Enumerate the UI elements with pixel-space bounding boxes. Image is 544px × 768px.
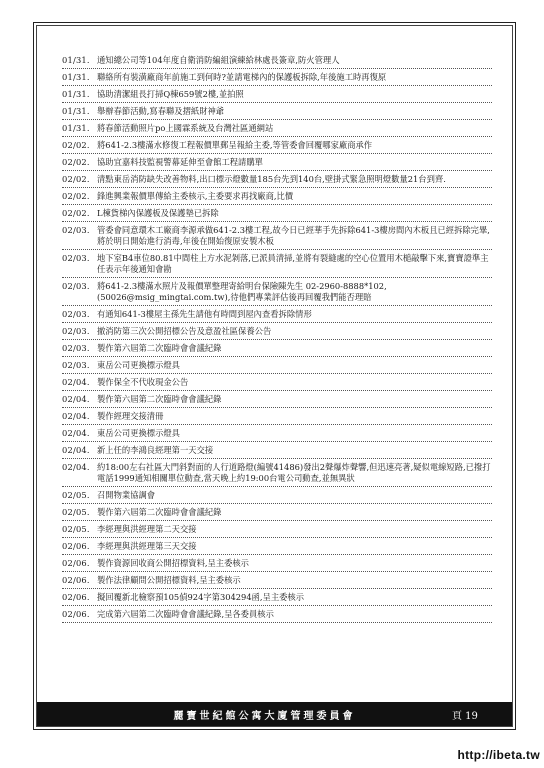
log-entry bbox=[62, 555, 492, 572]
committee-title: 麗寶世紀館公寓大廈管理委員會 bbox=[173, 710, 356, 722]
log-entry bbox=[62, 278, 492, 306]
entry-date: 02/03. bbox=[62, 309, 90, 319]
entry-date: 01/31. bbox=[62, 106, 90, 116]
log-entry bbox=[62, 357, 492, 374]
entry-text: 製作資源回收商公開招標資料,呈主委核示 bbox=[97, 558, 249, 568]
entry-text: 召開物業協調會 bbox=[97, 490, 156, 500]
entry-text: 製作法律顧問公開招標資料,呈主委核示 bbox=[97, 575, 241, 585]
entry-text: 完成第六屆第二次臨時會會議紀錄,呈各委員核示 bbox=[97, 609, 274, 619]
log-entry bbox=[62, 103, 492, 120]
log-entry bbox=[62, 222, 492, 250]
log-entry bbox=[62, 171, 492, 188]
entry-text: L棟貨梯內保護板及保護墊已拆除 bbox=[97, 208, 219, 218]
page-number: 頁 19 bbox=[452, 710, 478, 722]
entry-text: 有通知641-3樓屋主孫先生請他有時間到屋內查看拆除情形 bbox=[97, 309, 312, 319]
entry-date: 01/31. bbox=[62, 55, 90, 65]
log-entry bbox=[62, 306, 492, 323]
log-entry bbox=[62, 538, 492, 555]
entry-date: 02/06. bbox=[62, 558, 90, 568]
entry-date: 02/05. bbox=[62, 490, 90, 500]
log-entry bbox=[62, 205, 492, 222]
log-entry bbox=[62, 606, 492, 623]
log-entry bbox=[62, 52, 492, 69]
entry-date: 02/03. bbox=[62, 343, 90, 353]
entry-date: 01/31. bbox=[62, 72, 90, 82]
entry-text: 新上任的李鴻良經理第一天交接 bbox=[97, 445, 214, 455]
log-entry bbox=[62, 459, 492, 487]
entry-date: 02/03. bbox=[62, 326, 90, 336]
entry-date: 02/04. bbox=[62, 377, 90, 387]
site-watermark: http://ibeta.tw bbox=[457, 748, 540, 762]
entry-text: 製作保全不代收現金公告 bbox=[97, 377, 189, 387]
log-entry bbox=[62, 408, 492, 425]
log-entry bbox=[62, 521, 492, 538]
document-page bbox=[33, 22, 516, 730]
log-entry bbox=[62, 340, 492, 357]
entry-date: 02/04. bbox=[62, 462, 90, 472]
log-entry bbox=[62, 589, 492, 606]
entry-date: 02/06. bbox=[62, 592, 90, 602]
work-log bbox=[62, 52, 492, 623]
entry-text: 李經理與洪經理第三天交接 bbox=[97, 541, 197, 551]
entry-text: 通知總公司等104年度自衛消防編組演練給林處長簽章,防火管理人 bbox=[97, 55, 340, 65]
entry-text: 鋒進興業報價單傳給主委核示,主委要求再找廠商,比價 bbox=[97, 191, 294, 201]
entry-text: 李經理與洪經理第二天交接 bbox=[97, 524, 197, 534]
entry-date: 02/06. bbox=[62, 575, 90, 585]
entry-text: 製作第六屆第二次臨時會會議紀錄 bbox=[97, 343, 222, 353]
entry-date: 01/31. bbox=[62, 123, 90, 133]
log-entry bbox=[62, 425, 492, 442]
entry-text: 協助清潔組長打掃Q棟659號2樓,並拍照 bbox=[97, 89, 244, 99]
page-inner-border bbox=[36, 25, 513, 727]
entry-text: 將641-2.3樓滿水修復工程報價單郵呈報給主委,等管委會回覆哪家廠商承作 bbox=[97, 140, 373, 150]
log-entry bbox=[62, 137, 492, 154]
entry-date: 02/03. bbox=[62, 225, 90, 235]
log-entry bbox=[62, 250, 492, 278]
entry-date: 02/05. bbox=[62, 524, 90, 534]
entry-text: 管委會同意環木工廠商李源承做641-2.3樓工程,故今日已經華手先拆除641-3樓房間內木板且已經拆除完畢,將於明日開始進行消毒,年後在開始復原安製木板 bbox=[97, 225, 490, 246]
entry-date: 02/02. bbox=[62, 191, 90, 201]
entry-date: 02/04. bbox=[62, 411, 90, 421]
entry-text: 東岳公司更換標示燈具 bbox=[97, 360, 180, 370]
entry-date: 02/04. bbox=[62, 394, 90, 404]
entry-text: 協助宜嘉料技監視警幕延伸至會館工程請購單 bbox=[97, 157, 263, 167]
log-entry bbox=[62, 154, 492, 171]
entry-date: 02/06. bbox=[62, 541, 90, 551]
entry-date: 02/04. bbox=[62, 445, 90, 455]
page-footer bbox=[37, 702, 512, 726]
log-entry bbox=[62, 487, 492, 504]
entry-text: 清點東岳消防缺失改善物料,出口標示燈數量185台先到140台,壁掛式緊急照明燈數量21台到齊. bbox=[97, 174, 446, 184]
log-entry bbox=[62, 374, 492, 391]
log-entry bbox=[62, 572, 492, 589]
entry-date: 02/06. bbox=[62, 609, 90, 619]
entry-text: 聯絡所有裝潢廠商年前施工到何時?並請電梯內的保護板拆除,年後施工時再復原 bbox=[97, 72, 387, 82]
entry-date: 02/03. bbox=[62, 253, 90, 263]
entry-date: 02/05. bbox=[62, 507, 90, 517]
log-entry bbox=[62, 188, 492, 205]
entry-date: 02/04. bbox=[62, 428, 90, 438]
entry-date: 02/02. bbox=[62, 174, 90, 184]
entry-text: 製作第六屆第二次臨時會會議紀錄 bbox=[97, 394, 222, 404]
entry-date: 02/02. bbox=[62, 157, 90, 167]
entry-text: 製作第六屆第二次臨時會會議紀錄 bbox=[97, 507, 222, 517]
entry-date: 01/31. bbox=[62, 89, 90, 99]
log-entry bbox=[62, 504, 492, 521]
entry-text: 約18:00左右社區大門斜對面的人行道路燈(編號41486)發出2聲爆炸聲響,但迅速亮著,疑似電線短路,已撥打電話1999通知相關單位動查,當天晚上約19:00台電公司動查,並無異狀 bbox=[97, 462, 491, 483]
log-entry bbox=[62, 86, 492, 103]
log-entry bbox=[62, 442, 492, 459]
entry-text: 地下室B4車位80.81中間柱上方水泥剝落,已派員清掃,並將有裂縫處的空心位置用木槌敲擊下來,寶寶證準主任表示年後通知會勘 bbox=[97, 253, 489, 274]
entry-text: 東岳公司更換標示燈具 bbox=[97, 428, 180, 438]
entry-text: 擬回覆新北檢察預105偵924字第304294函,呈主委核示 bbox=[97, 592, 305, 602]
entry-text: 將641-2.3樓滿水照片及報價單整理寄給明台保險陳先生 02-2960-8888*102,(50026@msig_mingtai.com.tw),待他們專業評估後再回覆我們能否理賠 bbox=[97, 281, 387, 302]
log-entry bbox=[62, 69, 492, 86]
entry-date: 02/03. bbox=[62, 360, 90, 370]
entry-text: 撤消防第三次公開招標公告及意盈社區保養公告 bbox=[97, 326, 272, 336]
entry-text: 將春節活動照片po上國霖系統及台灣社區通網站 bbox=[97, 123, 274, 133]
entry-date: 02/03. bbox=[62, 281, 90, 291]
log-entry bbox=[62, 120, 492, 137]
log-entry bbox=[62, 323, 492, 340]
entry-text: 舉辦春節活動,寫春聯及摺紙財神爺 bbox=[97, 106, 225, 116]
entry-date: 02/02. bbox=[62, 208, 90, 218]
entry-date: 02/02. bbox=[62, 140, 90, 150]
log-entry bbox=[62, 391, 492, 408]
entry-text: 製作經理交接清冊 bbox=[97, 411, 164, 421]
